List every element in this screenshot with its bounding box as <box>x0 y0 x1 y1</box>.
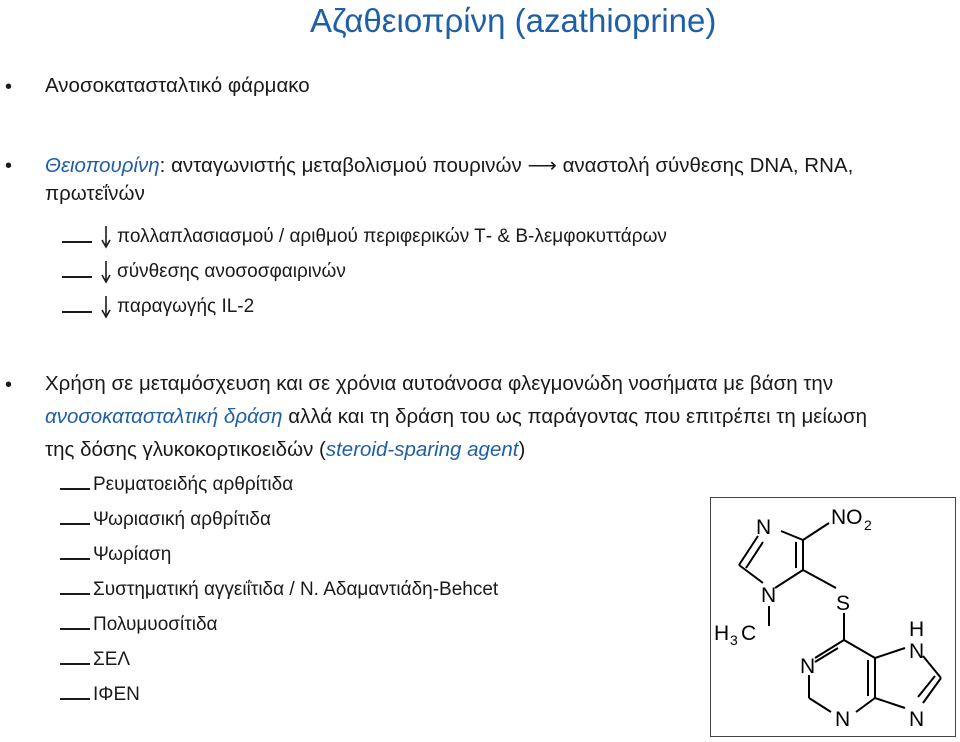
structure-drawing <box>711 498 957 738</box>
atom-label: N <box>909 708 925 731</box>
dash-marker <box>60 523 90 525</box>
down-arrow-icon <box>99 225 113 249</box>
bullet-dot: • <box>5 374 13 396</box>
indication-item: Πολυμυοσίτιδα <box>93 614 218 635</box>
indication-item: ΙΦΕΝ <box>93 684 140 705</box>
atom-label: C <box>741 622 757 645</box>
sub-item: σύνθεσης ανοσοσφαιρινών <box>117 261 346 282</box>
thiopurine-term: Θειοπουρίνη <box>45 154 160 177</box>
down-arrow-icon <box>99 295 113 319</box>
bullet-2-text: : ανταγωνιστής μεταβολισμού πουρινών ⟶ αναστολή σύνθεσης DNA, RNA, <box>159 154 854 177</box>
indication-item: Συστηματική αγγειΐτιδα / Ν. Αδαμαντιάδη-Behcet <box>93 579 499 600</box>
atom-label: N <box>761 584 777 607</box>
dash-marker <box>60 558 90 560</box>
bullet-2-line-1 <box>45 153 853 178</box>
indication-item: ΣΕΛ <box>93 649 131 670</box>
bullet-1-text: Ανοσοκατασταλτικό φάρμακο <box>45 74 310 97</box>
sub-item: πολλαπλασιασμού / αριθμού περιφερικών Τ- & Β-λεμφοκυττάρων <box>117 226 667 247</box>
down-arrow-icon <box>99 260 113 284</box>
page-title: Αζαθειοπρίνη (azathioprine) <box>310 2 717 39</box>
steroid-sparing-term: steroid-sparing agent <box>325 438 519 461</box>
dash-marker <box>60 488 90 490</box>
atom-label: H <box>909 618 925 641</box>
indication-item: Ψωριασική αρθρίτιδα <box>93 509 271 530</box>
dash-marker <box>62 241 92 243</box>
immunosuppressive-term: ανοσοκατασταλτική δράση <box>45 405 283 428</box>
atom-subscript: 3 <box>730 632 738 648</box>
atom-label: N <box>756 516 772 539</box>
atom-label: NO <box>831 506 863 529</box>
atom-label: N <box>835 708 851 731</box>
dash-marker <box>60 628 90 630</box>
dash-marker <box>60 698 90 700</box>
azathioprine-structure <box>710 497 956 737</box>
atom-label: N <box>800 655 816 678</box>
bullet-dot: • <box>5 155 13 177</box>
atom-subscript: 2 <box>864 517 872 533</box>
bullet-3-line-3: της δόσης γλυκοκορτικοειδών (steroid-sparing agent) <box>45 438 526 461</box>
sub-item: παραγωγής IL-2 <box>117 296 255 317</box>
bullet-2-line-2: πρωτεΐνών <box>45 182 145 205</box>
atom-label: S <box>836 592 851 615</box>
dash-marker <box>62 276 92 278</box>
atom-label: N <box>909 640 925 663</box>
bullet-3-line-1: Χρήση σε μεταμόσχευση και σε χρόνια αυτοάνοσα φλεγμονώδη νοσήματα με βάση την <box>45 372 834 395</box>
dash-marker <box>60 663 90 665</box>
indication-item: Ρευματοειδής αρθρίτιδα <box>93 474 294 495</box>
bullet-dot: • <box>5 76 13 98</box>
bullet-3-line-2: ανοσοκατασταλτική δράση αλλά και τη δράση του ως παράγοντας που επιτρέπει τη μείωση <box>45 405 868 428</box>
atom-label: H <box>714 622 730 645</box>
dash-marker <box>62 311 92 313</box>
indication-item: Ψωρίαση <box>93 544 172 565</box>
dash-marker <box>60 593 90 595</box>
